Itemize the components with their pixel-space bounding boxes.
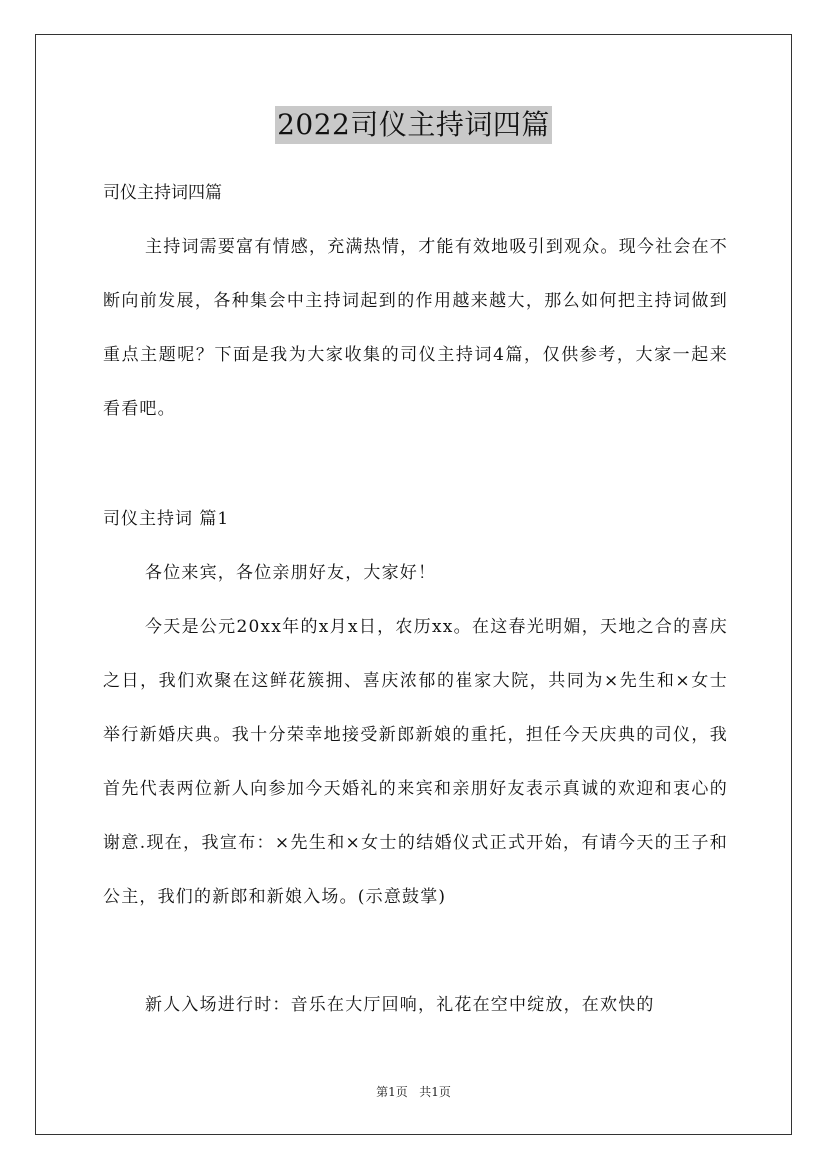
body-paragraph-continued: 新人入场进行时：音乐在大厅回响，礼花在空中绽放，在欢快的 xyxy=(145,995,655,1015)
greeting-paragraph: 各位来宾，各位亲朋好友，大家好！ xyxy=(145,563,437,583)
document-subtitle: 司仪主持词四篇 xyxy=(103,183,222,203)
body-paragraph: 今天是公元20xx年的x月x日，农历xx。在这春光明媚，天地之合的喜庆之日，我们欢聚在这鲜花簇拥、喜庆浓郁的崔家大院，共同为×先生和×女士举行新婚庆典。我十分荣幸地接受新郎新娘的重托，担任今天庆典的司仪，我首先代表两位新人向参加今天婚礼的来宾和亲朋好友表示真诚的欢迎和衷心的谢意.现在，我宣布：×先生和×女士的结婚仪式正式开始，有请今天的王子和公主，我们的新郎和新娘入场。(示意鼓掌) xyxy=(103,617,728,907)
page-total: 共1页 xyxy=(419,1085,451,1099)
section-heading: 司仪主持词 篇1 xyxy=(103,509,230,529)
document-title-text: 2022司仪主持词四篇 xyxy=(275,106,552,144)
intro-paragraph: 主持词需要富有情感，充满热情，才能有效地吸引到观众。现今社会在不断向前发展，各种集会中主持词起到的作用越来越大，那么如何把主持词做到重点主题呢？下面是我为大家收集的司仪主持词4篇，仅供参考，大家一起来看看吧。 xyxy=(103,237,728,419)
page-footer xyxy=(0,1084,827,1100)
document-title xyxy=(0,104,827,144)
page-number: 第1页 xyxy=(376,1085,408,1099)
